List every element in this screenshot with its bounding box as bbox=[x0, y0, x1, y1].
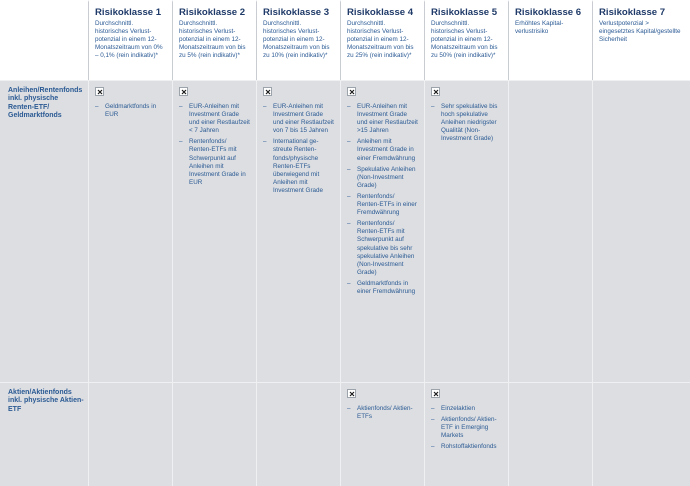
table-corner bbox=[0, 0, 88, 80]
list-item: – Rohstoffaktienfonds bbox=[431, 443, 502, 451]
list-item: – EUR-Anleihen mit Investment Grade und einer Restlaufzeit >15 Jahren bbox=[347, 103, 418, 135]
list-item: – Geldmarktfonds in EUR bbox=[95, 103, 166, 119]
equities-risk-class-7 bbox=[592, 382, 690, 486]
bonds-risk-class-3 bbox=[256, 80, 340, 382]
bonds-risk-class-4 bbox=[340, 80, 424, 382]
header-title: Risikoklasse 7 bbox=[599, 7, 666, 18]
list-item: – Geldmarktfonds in einer Fremdwährung bbox=[347, 280, 418, 296]
x-box-icon bbox=[431, 87, 440, 96]
row-label-text: Anleihen/Rentenfonds inkl. physische Renten-ETF/ Geldmarktfonds bbox=[8, 87, 83, 119]
header-title: Risikoklasse 6 bbox=[515, 7, 582, 18]
list-item: – EUR-Anleihen mit Investment Grade und einer Restlaufzeit von 7 bis 15 Jahren bbox=[263, 103, 334, 135]
item-list bbox=[179, 103, 250, 187]
x-box-icon bbox=[431, 389, 440, 398]
header-title: Risikoklasse 5 bbox=[431, 7, 498, 18]
equities-risk-class-6 bbox=[508, 382, 592, 486]
x-box-icon bbox=[95, 87, 104, 96]
header-description: Verlustpotenzial > eingesetztes Kapital/gestellte Sicherheit bbox=[599, 20, 681, 44]
list-item: – Sehr spekulative bis hoch spekulative Anleihen niedrigster Qualität (Non-Investment Grade) bbox=[431, 103, 502, 143]
header-description: Durchschnittl. historisches Verlustpotenzial in einem 12-Monatszeitraum von bis zu 50% (rein indikativ)* bbox=[431, 20, 498, 60]
header-risk-class-3 bbox=[256, 0, 340, 80]
row-label-text: Aktien/Aktienfonds inkl. physische Aktien-ETF bbox=[8, 389, 84, 413]
item-list bbox=[431, 405, 502, 451]
list-item: – Rentenfonds/ Renten-ETFs mit Schwerpunkt auf Anleihen mit Investment Grade in EUR bbox=[179, 138, 250, 187]
header-title: Risikoklasse 2 bbox=[179, 7, 246, 18]
header-description: Durchschnittl. historisches Verlustpotenzial in einem 12-Monatszeitraum von bis zu 10% (rein indikativ)* bbox=[263, 20, 330, 60]
header-description: Durchschnittl. historisches Verlustpotenzial in einem 12-Monatszeitraum von bis zu 5% (rein indikativ)* bbox=[179, 20, 246, 60]
list-item: – International gestreute Rentenfonds/physische Renten-ETFs überwiegend mit Anleihen mit Investment Grade bbox=[263, 138, 334, 195]
bonds-risk-class-5 bbox=[424, 80, 508, 382]
item-list bbox=[263, 103, 334, 195]
bonds-risk-class-1 bbox=[88, 80, 172, 382]
list-item: – Einzelaktien bbox=[431, 405, 502, 413]
equities-risk-class-1 bbox=[88, 382, 172, 486]
header-description: Erhöhtes Kapitalverlustrisiko bbox=[515, 20, 564, 36]
header-risk-class-4 bbox=[340, 0, 424, 80]
item-list bbox=[95, 103, 166, 119]
row-label-equities bbox=[0, 382, 88, 486]
item-list bbox=[347, 405, 418, 421]
x-box-icon bbox=[263, 87, 272, 96]
header-title: Risikoklasse 4 bbox=[347, 7, 414, 18]
equities-risk-class-4 bbox=[340, 382, 424, 486]
equities-risk-class-3 bbox=[256, 382, 340, 486]
bonds-risk-class-2 bbox=[172, 80, 256, 382]
list-item: – Rentenfonds/ Renten-ETFs mit Schwerpunkt auf spekulative bis sehr spekulative Anleihen (Non-Investment Grade) bbox=[347, 220, 418, 277]
header-risk-class-2 bbox=[172, 0, 256, 80]
x-box-icon bbox=[347, 87, 356, 96]
list-item: – Aktienfonds/ Aktien-ETFs bbox=[347, 405, 418, 421]
header-risk-class-5 bbox=[424, 0, 508, 80]
header-risk-class-1 bbox=[88, 0, 172, 80]
header-risk-class-7 bbox=[592, 0, 690, 80]
header-risk-class-6 bbox=[508, 0, 592, 80]
list-item: – EUR-Anleihen mit Investment Grade und einer Restlaufzeit < 7 Jahren bbox=[179, 103, 250, 135]
item-list bbox=[431, 103, 502, 143]
list-item: – Anleihen mit Investment Grade in einer Fremdwährung bbox=[347, 138, 418, 162]
x-box-icon bbox=[347, 389, 356, 398]
bonds-risk-class-7 bbox=[592, 80, 690, 382]
item-list bbox=[347, 103, 418, 296]
equities-risk-class-5 bbox=[424, 382, 508, 486]
list-item: – Spekulative Anleihen (Non-Investment Grade) bbox=[347, 166, 418, 190]
list-item: – Aktienfonds/ Aktien-ETF in Emerging Markets bbox=[431, 416, 502, 440]
bonds-risk-class-6 bbox=[508, 80, 592, 382]
x-box-icon bbox=[179, 87, 188, 96]
list-item: – Rentenfonds/ Renten-ETFs in einer Fremdwährung bbox=[347, 193, 418, 217]
header-description: Durchschnittl. historisches Verlustpotenzial in einem 12-Monatszeitraum von bis zu 25% (rein indikativ)* bbox=[347, 20, 414, 60]
header-description: Durchschnittl. historisches Verlustpotenzial in einem 12-Monatszeitraum von 0% – 0,1% (rein indikativ)* bbox=[95, 20, 163, 60]
header-title: Risikoklasse 3 bbox=[263, 7, 330, 18]
equities-risk-class-2 bbox=[172, 382, 256, 486]
row-label-bonds bbox=[0, 80, 88, 382]
header-title: Risikoklasse 1 bbox=[95, 7, 162, 18]
